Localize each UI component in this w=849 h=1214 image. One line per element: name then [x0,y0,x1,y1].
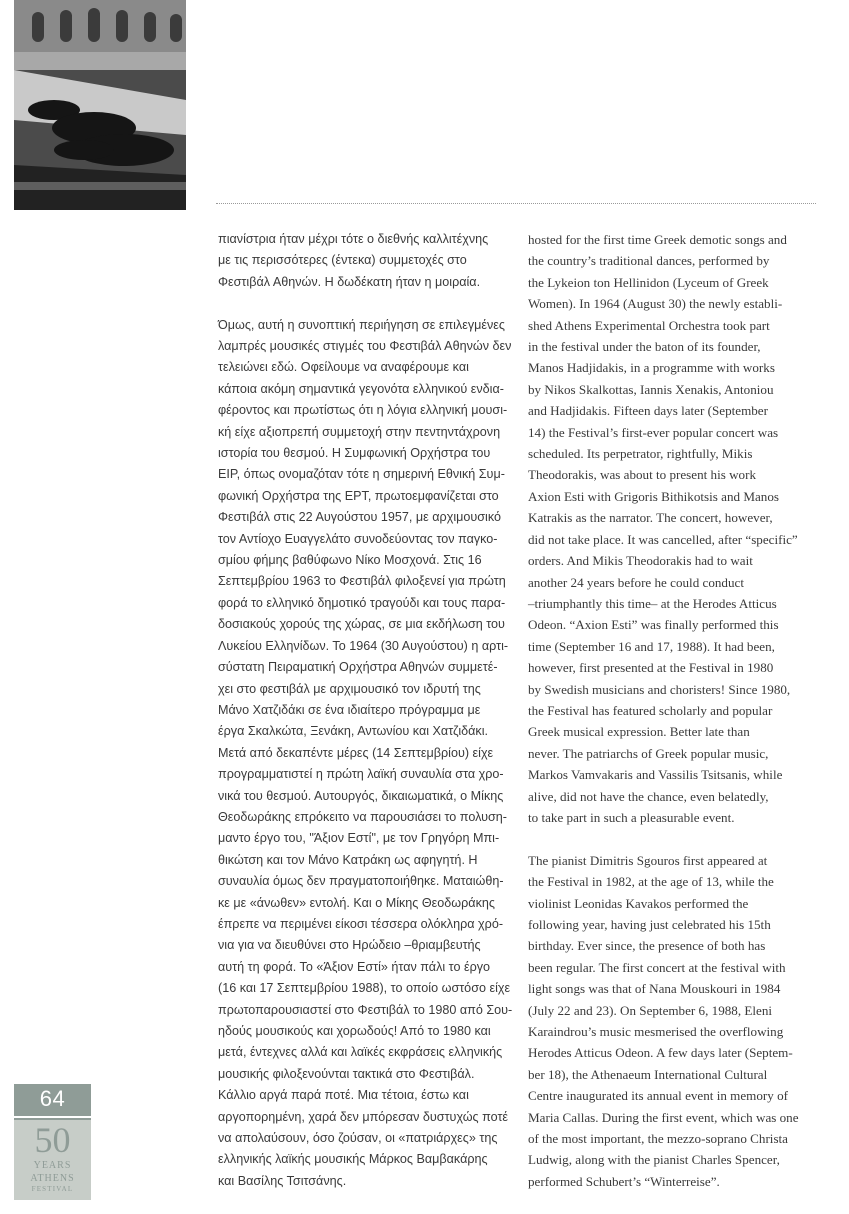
text-line: μαντο έργο του, "Άξιον Εστί", με τον Γρηγόρη Μπι- [218,831,500,846]
text-line: the country’s traditional dances, performed by [528,253,770,269]
text-line: Σεπτεμβρίου 1963 το Φεστιβάλ φιλοξενεί για πρώτη [218,574,506,589]
text-line: δοσιακούς χορούς της χώρας, σε μια εκδήλωση του [218,617,505,632]
text-line: in the festival under the baton of its founder, [528,339,761,355]
text-line: (July 22 and 23). On September 6, 1988, Eleni [528,1002,773,1018]
text-line: Θεοδωράκης επρόκειτο να παρουσιάσει το πολυση- [218,809,507,824]
text-line: νια για να διευθύνει στο Ηρώδειο –θριαμβευτής [218,938,481,953]
text-line: κε με «άνωθεν» εντολή. Και ο Μίκης Θεοδωράκης [218,895,495,910]
text-line: (16 και 17 Σεπτεμβρίου 1988), το οποίο ωστόσο είχε [218,981,511,996]
text-line: σύστατη Πειραματική Ορχήστρα Αθηνών συμμετέ- [218,660,498,675]
page-folio [14,1084,91,1200]
text-line: μουσικής φιλοξενούνται τακτικά στο Φεστιβάλ. [218,1066,475,1081]
text-line: –triumphantly this time– at the Herodes Atticus [528,595,777,611]
text-line: ελληνικής λαϊκής μουσικής Μάρκος Βαμβακάρης [218,1152,488,1167]
text-line: αυτή τη φορά. Το «Άξιον Εστί» ήταν πάλι το έργο [218,959,491,974]
text-line: been regular. The first concert at the festival with [528,959,786,975]
text-line: πιανίστρια ήταν μέχρι τότε ο διεθνής καλλιτέχνης [218,232,489,246]
english-paragraph-1 [528,229,817,828]
text-line: ΕΙΡ, όπως ονομαζόταν τότε η σημερινή Εθνική Συμ- [218,467,505,482]
text-line: ηδούς μουσικούς και χορωδούς! Από το 1980 και [218,1024,491,1039]
text-line: τελειώνει εδώ. Οφείλουμε να αναφέρουμε και [218,360,469,375]
text-line: Μετά από δεκαπέντε μέρες (14 Σεπτεμβρίου) είχε [218,745,494,760]
text-line: by Nikos Skalkottas, Iannis Xenakis, Antoniou [528,381,774,397]
text-line: μετά, έντεχνες αλλά και λαϊκές εκφράσεις ελληνικής [218,1045,503,1060]
text-line: performed Schubert’s “Winterreise”. [528,1173,720,1189]
logo-years: YEARS [33,1160,72,1171]
text-line: τον Αντίοχο Ευαγγελάτο συνοδεύοντας τον παγκο- [218,531,498,546]
english-paragraph-2 [528,850,817,1193]
text-line: violinist Leonidas Kavakos performed the [528,895,749,911]
text-line: time (September 16 and 17, 1988). It had been, [528,638,775,654]
text-line: Φεστιβάλ Αθηνών. Η δωδέκατη ήταν η μοιραία. [218,274,481,289]
logo-athens: ATHENS [30,1173,75,1184]
logo-festival: FESTIVAL [31,1185,74,1193]
text-line: έπρεπε να περιμένει είκοσι τέσσερα ολόκληρα χρό- [218,916,504,931]
text-line: Markos Vamvakaris and Vassilis Tsitsanis, while [528,767,783,783]
folio-rule [14,1116,91,1118]
text-line: did not take place. It was cancelled, after “specific” [528,531,798,547]
text-line: Greek musical expression. Better late than [528,724,750,740]
logo-fifty: 50 [34,1120,71,1160]
text-line: Φεστιβάλ στις 22 Αυγούστου 1957, με αρχιμουσικό [218,510,501,525]
text-line: νικά του θεσμού. Αυτουργός, δικαιωματικά, ο Μίκης [218,788,504,803]
text-line: Theodorakis, was about to present his work [528,467,757,483]
text-line: ιστορία του θεσμού. Η Συμφωνική Ορχήστρα του [218,446,491,461]
text-line: Karaindrou’s music mesmerised the overflowing [528,1024,784,1040]
orchestra-photo [14,0,186,210]
text-line: κή είχε αξιοπρεπή συμμετοχή στην πεντηντάχρονη [218,424,501,439]
text-line: the Festival has featured scholarly and popular [528,702,773,718]
text-line: Odeon. “Axion Esti” was finally performed this [528,617,779,633]
greek-paragraph-2 [218,315,513,1193]
text-line: φορά το ελληνικό δημοτικό τραγούδι και τους παρα- [218,595,506,610]
text-line: Όμως, αυτή η συνοπτική περιήγηση σε επιλεγμένες [218,317,505,332]
text-line: Women). In 1964 (August 30) the newly establi- [528,296,783,312]
text-line: to take part in such a pleasurable event. [528,809,735,825]
text-line: alive, did not have the chance, even belatedly, [528,788,769,804]
text-line: έργα Σκαλκώτα, Ξενάκη, Αντωνίου και Χατζιδάκι. [218,724,489,739]
text-line: Katrakis as the narrator. The concert, however, [528,510,773,526]
text-line: light songs was that of Nana Mouskouri in 1984 [528,981,781,997]
text-line: φωνική Ορχήστρα της ΕΡΤ, πρωτοεμφανίζεται στο [218,488,499,503]
text-line: however, first presented at the Festival in 1980 [528,660,774,676]
page-number: 64 [39,1086,66,1111]
text-line: Λυκείου Ελληνίδων. Το 1964 (30 Αυγούστου) η αρτι- [218,638,509,653]
text-line: χει στο φεστιβάλ με αρχιμουσικό τον ιδρυτή της [218,681,481,696]
text-line: the Festival in 1982, at the age of 13, while the [528,874,774,890]
herodes-atticus-photo-graphic [14,0,186,210]
text-line: following year, having just celebrated his 15th [528,916,771,932]
english-text-column [528,229,817,1214]
text-line: λαμπρές μουσικές στιγμές του Φεστιβάλ Αθηνών δεν [218,339,512,354]
greek-text-column [218,229,513,1214]
text-line: 14) the Festival’s first-ever popular concert was [528,424,779,440]
greek-paragraph-1 [218,229,506,293]
text-line: hosted for the first time Greek demotic songs and [528,232,787,247]
text-line: another 24 years before he could conduct [528,574,744,590]
text-line: Herodes Atticus Odeon. A few days later (Septem- [528,1045,793,1061]
festival-logo [14,1120,91,1200]
text-line: κάποια ακόμη σημαντικά γεγονότα ελληνικού ενδια- [218,381,504,396]
text-line: by Swedish musicians and choristers! Since 1980, [528,681,791,697]
text-line: orders. And Mikis Theodorakis had to wait [528,553,753,569]
text-line: shed Athens Experimental Orchestra took part [528,317,770,333]
text-line: Maria Callas. During the first event, which was one [528,1109,799,1125]
text-line: Μάνο Χατζιδάκι σε ένα ιδιαίτερο πρόγραμμα με [218,702,481,717]
text-line: Centre inaugurated its annual event in memory of [528,1088,788,1104]
text-line: scheduled. Its perpetrator, rightfully, Mikis [528,446,753,462]
text-line: με τις περισσότερες (έντεκα) συμμετοχές στο [218,253,467,268]
text-line: θικώτση και τον Μάνο Κατράκη ως αφηγητή. Η [218,852,478,867]
text-line: The pianist Dimitris Sgouros first appeared at [528,852,768,868]
text-line: να απολαύσουν, όσο ζούσαν, οι «πατριάρχες» της [218,1131,498,1146]
text-line: προγραμματιστεί η πρώτη λαϊκή συναυλία στα χρο- [218,767,504,782]
text-line: Axion Esti with Grigoris Bithikotsis and Manos [528,488,779,504]
text-line: and Hadjidakis. Fifteen days later (September [528,403,768,419]
dotted-divider [216,203,816,204]
text-line: Κάλλιο αργά παρά ποτέ. Μια τέτοια, έστω και [218,1088,469,1103]
text-line: the Lykeion ton Hellinidon (Lyceum of Greek [528,274,769,290]
text-line: πρωτοπαρουσιαστεί στο Φεστιβάλ το 1980 από Σου- [218,1002,513,1017]
text-line: συναυλία όμως δεν πραγματοποιήθηκε. Ματαιώθη- [218,874,504,889]
text-line: birthday. Ever since, the presence of both has [528,938,766,954]
text-line: αργοπορημένη, χαρά δεν μπόρεσαν δυστυχώς ποτέ [218,1109,509,1124]
text-line: Manos Hadjidakis, in a programme with works [528,360,775,376]
text-line: of the most important, the mezzo-soprano Christa [528,1131,788,1147]
text-line: και Βασίλης Τσιτσάνης. [218,1173,347,1188]
text-line: σμίου φήμης βαθύφωνο Νίκο Μοσχονά. Στις 16 [218,553,482,568]
text-line: never. The patriarchs of Greek popular music, [528,745,769,761]
text-line: φέροντος και πρωτίστως ότι η λόγια ελληνική μουσι- [218,403,508,418]
text-line: Ludwig, along with the pianist Charles Spencer, [528,1152,780,1168]
text-line: ber 18), the Athenaeum International Cultural [528,1066,768,1082]
